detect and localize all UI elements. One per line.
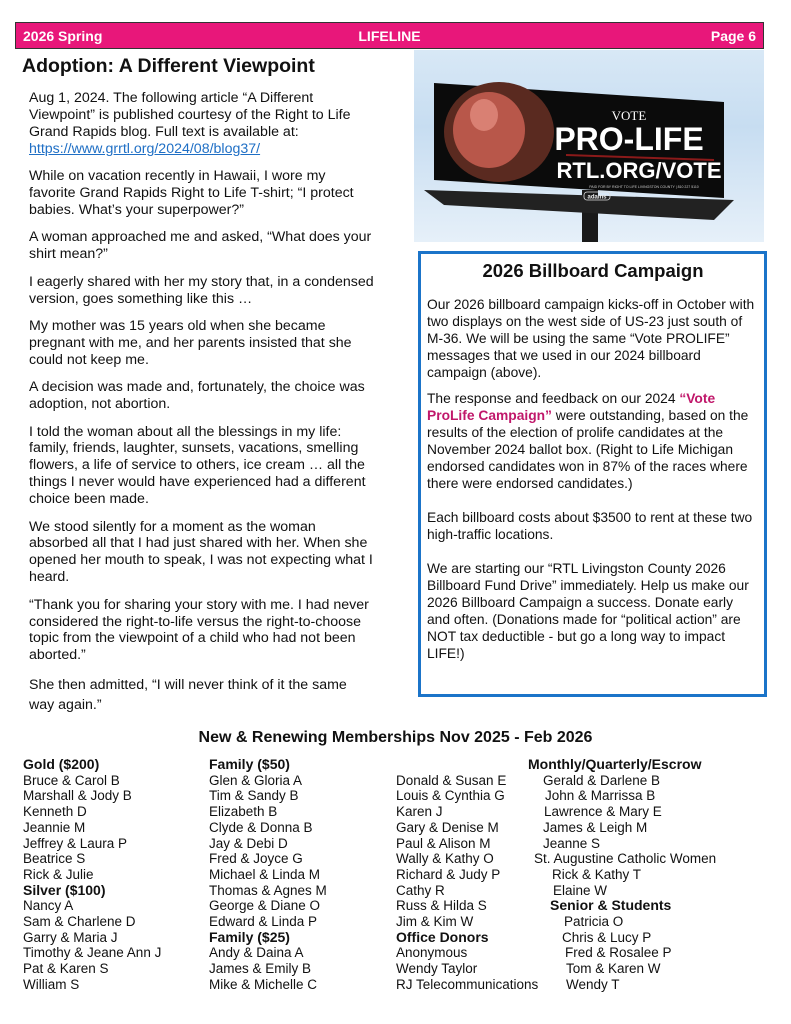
article-paragraph: My mother was 15 years old when she became pregnant with me, and her parents insisted that she could not keep me. xyxy=(29,317,352,368)
member-name: Jeffrey & Laura P xyxy=(23,835,128,851)
article-paragraph: I eagerly shared with her my story that, in a condensed version, goes something like this … xyxy=(29,273,374,307)
billboard-brand: adams xyxy=(587,194,607,201)
member-name: Clyde & Donna B xyxy=(209,819,313,835)
member-name: Beatrice S xyxy=(23,851,86,867)
member-name: Edward & Linda P xyxy=(209,914,318,930)
member-name: Fred & Rosalee P xyxy=(565,945,672,961)
article-intro xyxy=(29,90,374,158)
billboard-photo xyxy=(414,50,764,242)
billboard-campaign-box xyxy=(418,251,767,697)
article-paragraph: She then admitted, “I will never think of it the same way again.” xyxy=(29,676,347,713)
member-name: Pat & Karen S xyxy=(23,961,109,977)
article-paragraph: A decision was made and, fortunately, the choice was adoption, not abortion. xyxy=(29,379,365,413)
membership-column xyxy=(528,757,716,993)
membership-category: Family ($50) xyxy=(209,756,290,772)
p2-text: were outstanding, based on the results of the election of prolife candidates at the November 2024 ballot box. (Right to Life Michigan endorsed candidates won in 87% of the races where there were endorsed candidates.) xyxy=(427,408,749,491)
member-name: Nancy A xyxy=(23,898,74,914)
article-paragraph: A woman approached me and asked, “What does your shirt mean?” xyxy=(29,229,372,263)
member-name: Russ & Hilda S xyxy=(396,898,487,914)
member-name: George & Diane O xyxy=(209,898,321,914)
membership-column xyxy=(23,757,161,993)
newsletter-name: LIFELINE xyxy=(358,28,421,44)
member-name: James & Leigh M xyxy=(543,819,648,835)
campaign-highlight: “Vote ProLife Campaign” xyxy=(427,391,716,423)
member-name: Elaine W xyxy=(553,882,608,898)
member-name: Louis & Cynthia G xyxy=(396,788,505,804)
member-name: Timothy & Jeane Ann J xyxy=(23,945,162,961)
membership-column xyxy=(396,757,538,993)
member-name: Bruce & Carol B xyxy=(23,772,120,788)
member-name: Jay & Debi D xyxy=(209,835,288,851)
membership-category: Family ($25) xyxy=(209,928,290,945)
membership-category: Office Donors xyxy=(396,928,489,945)
member-name: Elizabeth B xyxy=(209,804,278,820)
blog-link[interactable]: https://www.grrtl.org/2024/08/blog37/ xyxy=(29,140,261,157)
member-name: Jim & Kim W xyxy=(396,914,474,930)
member-name: Thomas & Agnes M xyxy=(209,882,327,898)
intro-text: Aug 1, 2024. The following article “A Different Viewpoint” is published courtesy of the Right to Life Grand Rapids blog. Full text is available at: xyxy=(29,90,351,140)
membership-column xyxy=(209,757,327,993)
article-paragraph: We stood silently for a moment as the woman absorbed all that I had just shared with her. When she opened her mouth to speak, I was not expecting what I heard. xyxy=(29,518,373,586)
billboard-headline: PRO-LIFE xyxy=(554,121,704,157)
article-paragraph: I told the woman about all the blessings in my life: family, friends, laughter, sunsets, vacations, smelling flowers, a life of service to others, ice cream … all the things I never would have experienced had a different choice been made. xyxy=(29,423,366,508)
billboard-url: RTL.ORG/VOTE xyxy=(556,158,722,183)
campaign-paragraph: Our 2026 billboard campaign kicks-off in October with two displays on the west side of US-23 just south of M-36. We will be using the same “Vote PROLIFE” messages that we used in our 2024 billboard campaign (above). xyxy=(427,297,755,380)
member-name: Anonymous xyxy=(396,945,468,961)
article-paragraph: While on vacation recently in Hawaii, I wore my favorite Grand Rapids Right to Life T-shirt; “I protect babies. What’s your superpower?” xyxy=(29,168,354,218)
member-name: Jeanne S xyxy=(543,835,601,851)
member-name: Glen & Gloria A xyxy=(209,772,303,788)
p2-text: The response and feedback on our 2024 xyxy=(427,391,680,406)
member-name: Patricia O xyxy=(564,914,624,930)
article-body xyxy=(29,90,374,725)
member-name: Gerald & Darlene B xyxy=(543,772,661,788)
article-title: Adoption: A Different Viewpoint xyxy=(22,55,315,77)
member-name: Mike & Michelle C xyxy=(209,976,318,992)
membership-category: Senior & Students xyxy=(550,897,672,914)
member-name: Sam & Charlene D xyxy=(23,914,136,930)
member-name: John & Marrissa B xyxy=(545,788,656,804)
membership-category: Gold ($200) xyxy=(23,756,100,772)
member-name: Donald & Susan E xyxy=(396,772,507,788)
member-name: Fred & Joyce G xyxy=(209,851,303,867)
member-name: Wendy Taylor xyxy=(396,961,478,977)
member-name: William S xyxy=(23,976,80,992)
member-name: Tim & Sandy B xyxy=(209,788,299,804)
campaign-paragraph xyxy=(427,390,759,492)
campaign-paragraph: We are starting our “RTL Livingston County 2026 Billboard Fund Drive” immediately. Help us make our 2026 Billboard Campaign a success. Donate early and often. (Donations made for “political action” are NOT tax deductible - but go a long way to impact LIFE!) xyxy=(427,561,749,661)
member-name: Cathy R xyxy=(396,882,445,898)
member-name: Paul & Alison M xyxy=(396,835,491,851)
page-number: Page 6 xyxy=(710,28,756,44)
member-name: Richard & Judy P xyxy=(396,866,501,882)
member-name: Garry & Maria J xyxy=(23,929,118,945)
memberships-title: New & Renewing Memberships Nov 2025 - Feb 2026 xyxy=(198,729,593,746)
billboard-fineprint: PAID FOR BY RIGHT TO LIFE LIVINGSTON COUNTY | 810 227 5110 xyxy=(589,185,699,189)
member-name: Gary & Denise M xyxy=(396,819,499,835)
member-name: Karen J xyxy=(396,804,443,820)
campaign-title: 2026 Billboard Campaign xyxy=(482,260,704,281)
page-header-bar xyxy=(15,22,764,49)
member-name: RJ Telecommunications xyxy=(396,976,539,992)
membership-category: Silver ($100) xyxy=(23,881,106,898)
member-name: Jeannie M xyxy=(23,819,86,835)
member-name: Chris & Lucy P xyxy=(562,929,652,945)
member-name: Tom & Karen W xyxy=(566,961,661,977)
member-name: Wendy T xyxy=(566,976,620,992)
member-name: Kenneth D xyxy=(23,804,87,820)
member-name: Andy & Daina A xyxy=(209,945,304,961)
member-name xyxy=(396,757,538,773)
member-name: Rick & Kathy T xyxy=(552,866,642,882)
member-name: St. Augustine Catholic Women xyxy=(534,851,717,867)
member-name: Lawrence & Mary E xyxy=(544,804,662,820)
member-name: Michael & Linda M xyxy=(209,866,321,882)
member-name: Wally & Kathy O xyxy=(396,851,494,867)
billboard-vote: VOTE xyxy=(611,108,647,123)
issue-label: 2026 Spring xyxy=(23,28,103,44)
member-name: Rick & Julie xyxy=(23,866,94,882)
membership-category: Monthly/Quarterly/Escrow xyxy=(528,756,702,772)
member-name: James & Emily B xyxy=(209,961,312,977)
campaign-paragraph: Each billboard costs about $3500 to rent at these two high-traffic locations. xyxy=(427,510,753,542)
article-paragraph: “Thank you for sharing your story with me. I had never considered the right-to-life versus the right-to-choose topic from the viewpoint of a child who had not been aborted.” xyxy=(29,596,369,664)
member-name: Marshall & Jody B xyxy=(23,788,132,804)
